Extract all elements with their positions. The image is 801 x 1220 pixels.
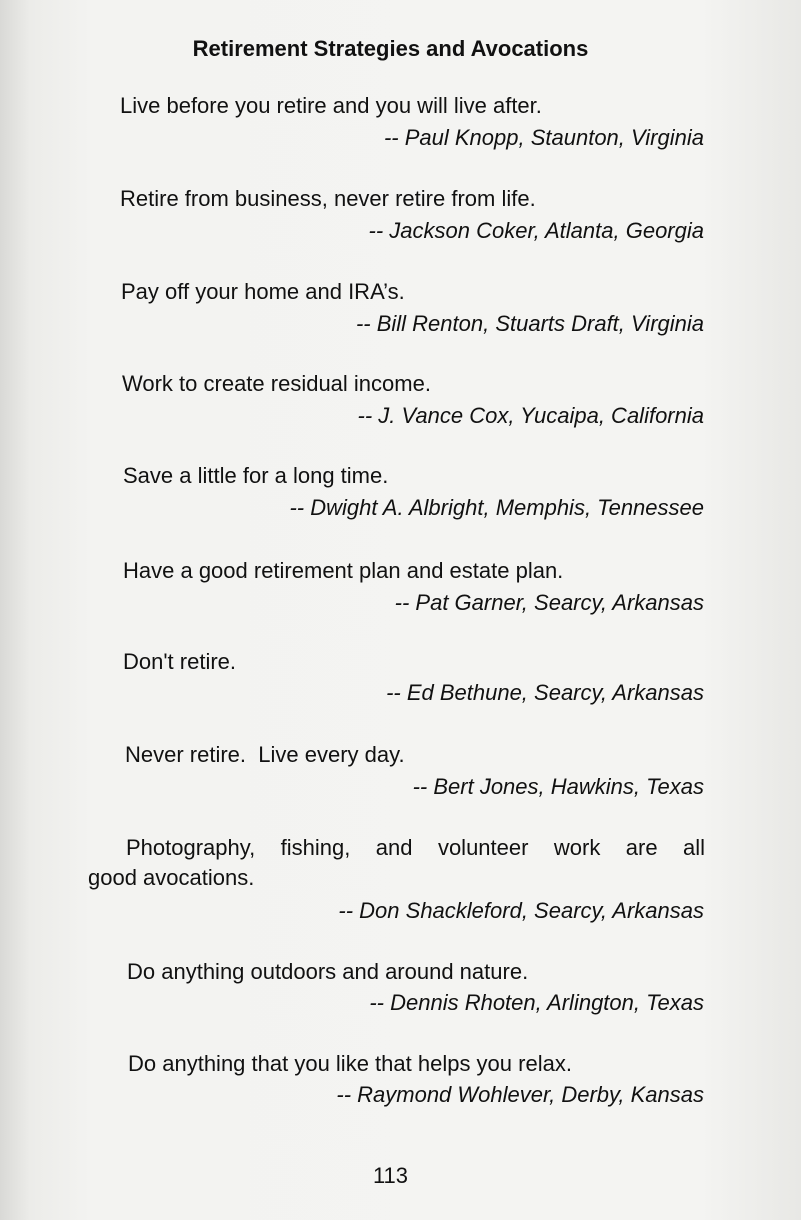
quote-text: Do anything that you like that helps you relax. (128, 1051, 572, 1076)
page-number: 113 (372, 1163, 409, 1188)
quote-8 (125, 740, 405, 770)
quote-6 (123, 556, 563, 586)
quote-4 (122, 369, 431, 399)
quote-text: Work to create residual income. (122, 371, 431, 396)
quote-text: Have a good retirement plan and estate plan. (123, 558, 564, 583)
quote-text: Never retire. Live every day. (125, 742, 405, 767)
quote-1 (120, 91, 542, 121)
quote-attribution: -- Bert Jones, Hawkins, Texas (412, 774, 704, 799)
quote-attribution: -- Ed Bethune, Searcy, Arkansas (386, 680, 704, 705)
quote-3 (121, 277, 405, 307)
quote-attribution: -- Paul Knopp, Staunton, Virginia (383, 125, 704, 150)
quote-attribution: -- Pat Garner, Searcy, Arkansas (394, 590, 704, 615)
quote-5 (123, 461, 388, 491)
page-title: Retirement Strategies and Avocations (192, 36, 589, 61)
quote-attribution: -- J. Vance Cox, Yucaipa, California (357, 403, 704, 428)
quote-attribution: -- Dwight A. Albright, Memphis, Tennessee (289, 495, 704, 520)
quote-text: Retire from business, never retire from life. (120, 186, 536, 211)
quote-7 (123, 647, 236, 677)
quote-text-line-2: good avocations. (88, 865, 255, 890)
quote-text-line-1: Photography, fishing, and volunteer work are all (126, 835, 705, 860)
quote-text: Don't retire. (123, 649, 237, 674)
quote-text: Pay off your home and IRA’s. (121, 279, 405, 304)
quote-text: Save a little for a long time. (123, 463, 389, 488)
quote-9 (88, 833, 705, 893)
quote-text: Live before you retire and you will live after. (120, 93, 542, 118)
quote-text: Do anything outdoors and around nature. (127, 959, 529, 984)
quote-attribution: -- Don Shackleford, Searcy, Arkansas (338, 898, 704, 923)
quote-attribution: -- Raymond Wohlever, Derby, Kansas (336, 1082, 704, 1107)
quote-2 (120, 184, 536, 214)
quote-attribution: -- Jackson Coker, Atlanta, Georgia (368, 218, 704, 243)
quote-attribution: -- Bill Renton, Stuarts Draft, Virginia (355, 311, 704, 336)
quote-attribution: -- Dennis Rhoten, Arlington, Texas (369, 990, 704, 1015)
quote-11 (128, 1049, 572, 1079)
quote-10 (127, 957, 528, 987)
